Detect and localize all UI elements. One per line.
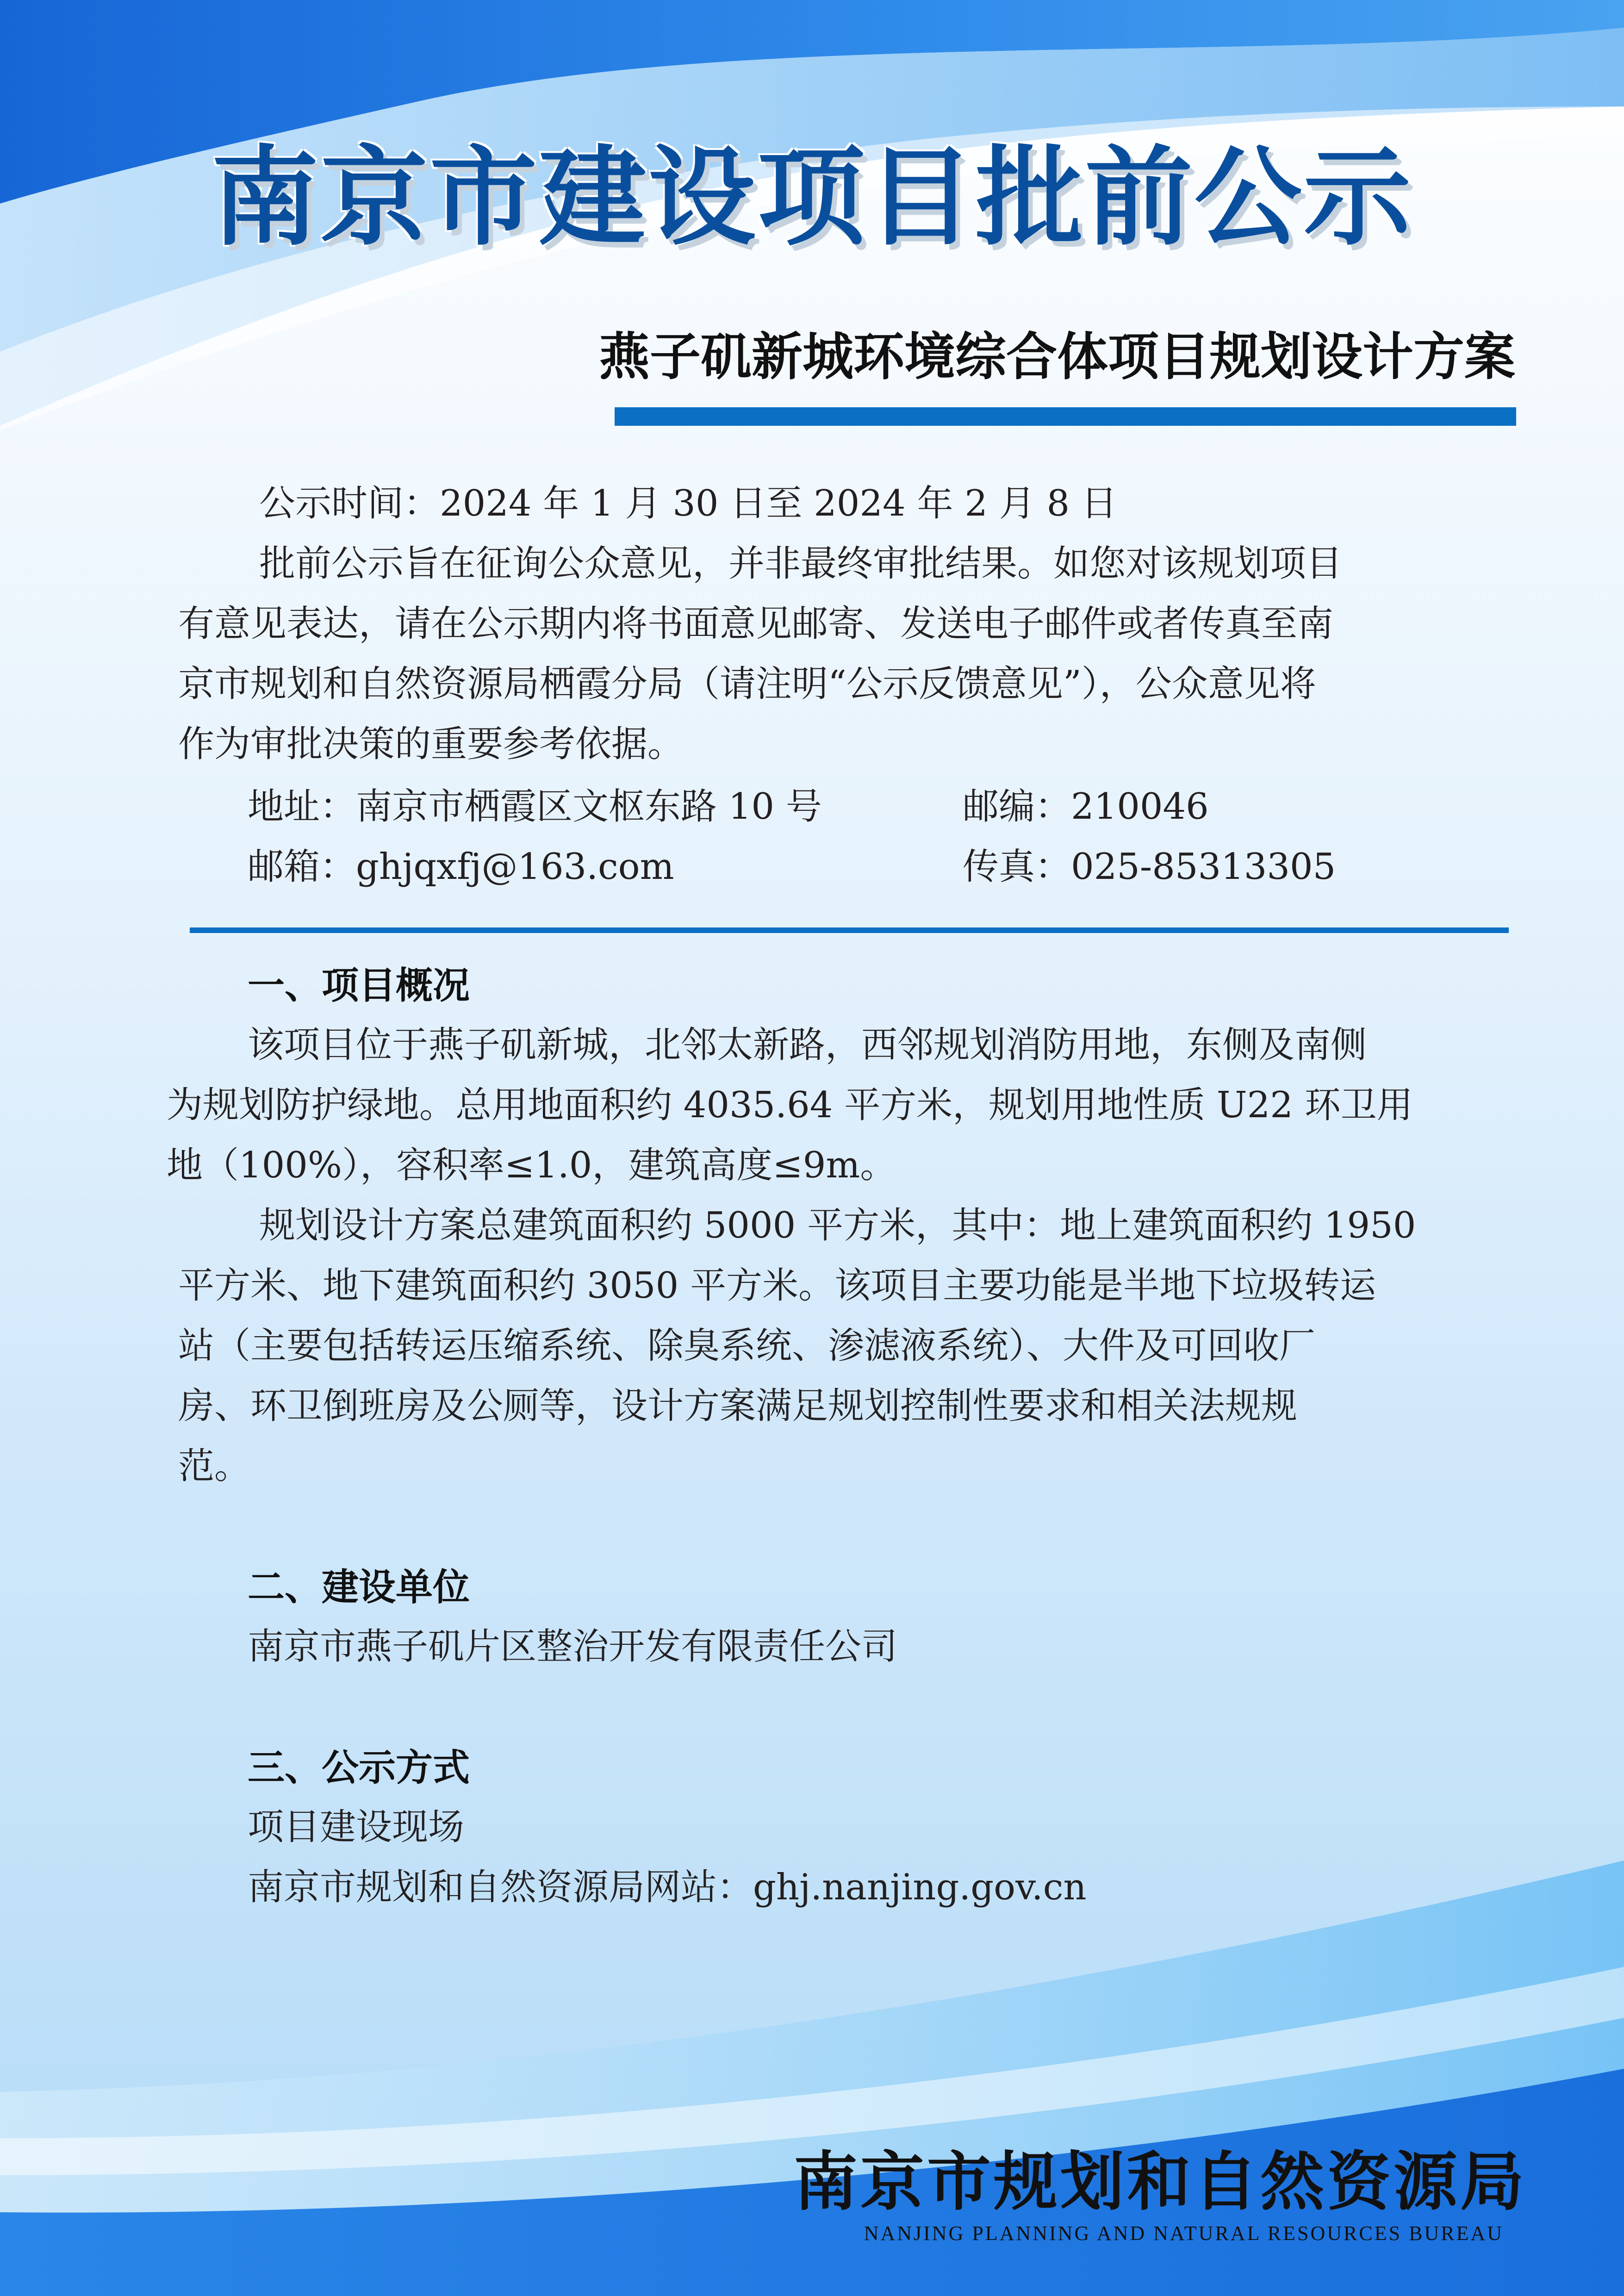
contact-postcode: 邮编：210046 [963,786,1209,828]
construction-unit-name: 南京市燕子矶片区整治开发有限责任公司 [248,1626,898,1668]
footer-org-name: 南京市规划和自然资源局 [793,2144,1527,2219]
section-1-para2-line-1: 规划设计方案总建筑面积约 5000 平方米，其中：地上建筑面积约 1950 [259,1205,1416,1246]
section-3-heading: 三、公示方式 [248,1746,470,1789]
contact-email[interactable]: 邮箱：ghjqxfj@163.com [248,846,674,888]
notice-intro-line-2: 有意见表达，请在公示期内将书面意见邮寄、发送电子邮件或者传真至南 [178,603,1334,645]
footer-org-english: NANJING PLANNING AND NATURAL RESOURCES BUREAU [864,2222,1504,2245]
notice-intro-line-1: 批前公示旨在征询公众意见，并非最终审批结果。如您对该规划项目 [259,543,1343,585]
section-1-para1-line-1: 该项目位于燕子矶新城，北邻太新路，西邻规划消防用地，东侧及南侧 [248,1024,1367,1066]
section-1-para2-line-5: 范。 [178,1445,251,1487]
contact-fax: 传真：025-85313305 [963,846,1336,888]
contact-address: 地址：南京市栖霞区文枢东路 10 号 [248,786,822,828]
publicity-method-site: 项目建设现场 [248,1806,465,1848]
section-1-heading: 一、项目概况 [248,964,470,1007]
subtitle-underline [615,407,1516,426]
section-1-para1-line-2: 为规划防护绿地。总用地面积约 4035.64 平方米，规划用地性质 U22 环卫用 [167,1084,1413,1126]
section-1-para2-line-4: 房、环卫倒班房及公厕等，设计方案满足规划控制性要求和相关法规规 [178,1385,1298,1427]
section-1-para1-line-3: 地（100%），容积率≤1.0，建筑高度≤9m。 [167,1145,896,1186]
section-1-para2-line-3: 站（主要包括转运压缩系统、除臭系统、渗滤液系统）、大件及可回收厂 [178,1325,1316,1367]
publicity-method-website[interactable]: 南京市规划和自然资源局网站：ghj.nanjing.gov.cn [248,1867,1087,1908]
project-subtitle: 燕子矶新城环境综合体项目规划设计方案 [599,327,1515,386]
section-2-heading: 二、建设单位 [248,1566,470,1609]
notice-intro-line-3: 京市规划和自然资源局栖霞分局（请注明“公示反馈意见”），公众意见将 [178,663,1316,705]
section-1-para2-line-2: 平方米、地下建筑面积约 3050 平方米。该项目主要功能是半地下垃圾转运 [178,1265,1376,1307]
notice-period: 公示时间：2024 年 1 月 30 日至 2024 年 2 月 8 日 [259,483,1117,524]
page-title: 南京市建设项目批前公示 [211,135,1413,260]
notice-intro-line-4: 作为审批决策的重要参考依据。 [178,723,684,765]
section-divider [190,927,1509,933]
